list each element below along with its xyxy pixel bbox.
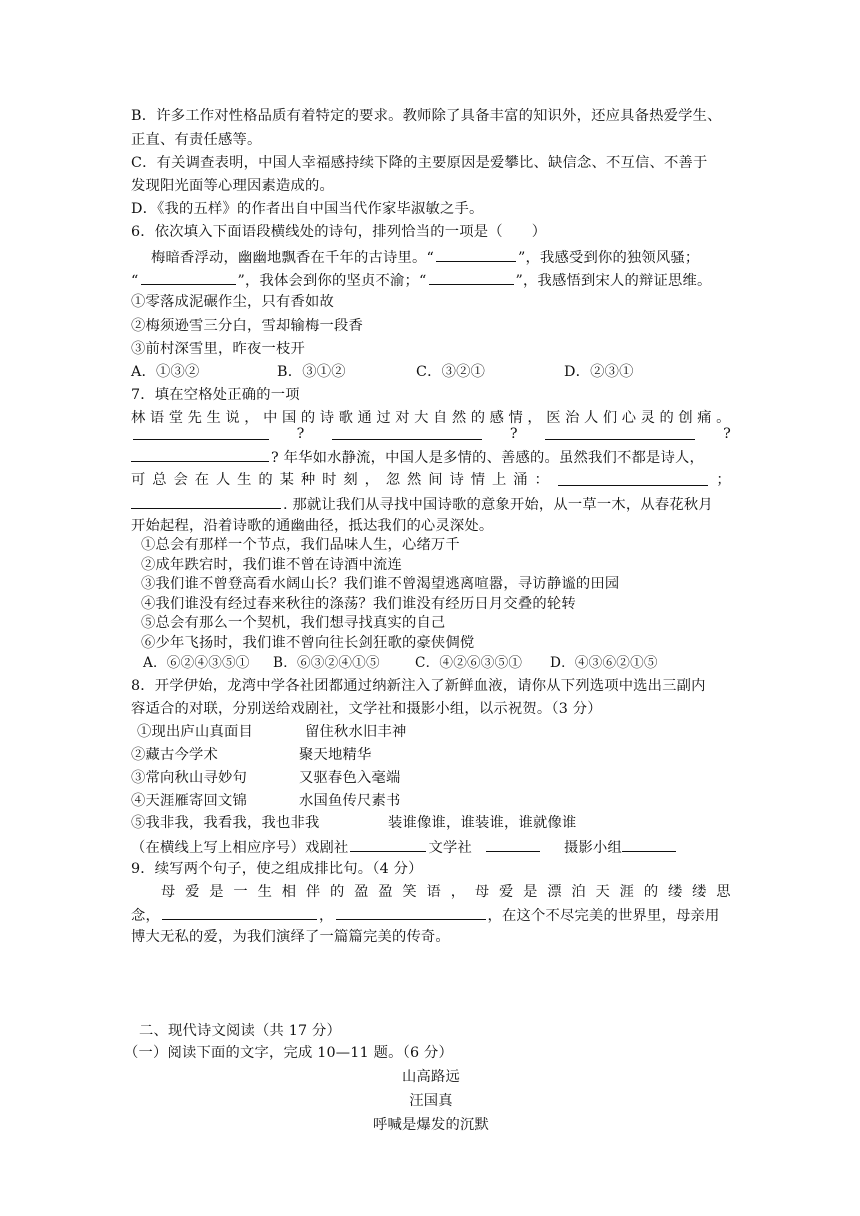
q7-option-a: A．⑥②④③⑤① — [143, 655, 250, 671]
q6-item-3: ③前村深雪里，昨夜一枝开 — [131, 341, 305, 357]
q9-char: 盈 — [378, 884, 393, 900]
q7-char: 通 — [357, 410, 372, 426]
q9-blank-1[interactable] — [162, 904, 317, 920]
q9-stem: 9．续写两个句子，使之组成排比句。（4 分） — [131, 861, 423, 877]
q8-blank-photo[interactable] — [622, 836, 676, 852]
q9-char: 盈 — [354, 884, 369, 900]
q5-option-c-line1: C．有关调查表明，中国人幸福感持续下降的主要原因是爱攀比、缺信念、不互信、不善于 — [131, 155, 708, 171]
q7-char: 林 — [131, 410, 146, 426]
poem-author: 汪国真 — [409, 1093, 453, 1109]
q7-char: 的 — [470, 410, 486, 426]
q7-blank-6 — [131, 493, 281, 509]
q7-char: 诗 — [449, 472, 465, 488]
q9-char: 缕 — [667, 884, 683, 900]
q6-option-b: B．③①② — [277, 364, 346, 380]
q9-passage-line1 — [131, 882, 731, 902]
q9-passage-text: 念， — [131, 908, 160, 924]
q7-option-b: B．⑥③②④①⑤ — [273, 655, 380, 671]
q6-options — [131, 362, 731, 382]
q7-char: 堂 — [168, 410, 184, 426]
q7-item-3: ③我们谁不曾登高看水阔山长？我们谁不曾渴望逃离喧嚣，寻访静谧的田园 — [141, 576, 620, 592]
q6-option-d: D．②③① — [564, 364, 634, 380]
q8-couplet-left: ④天涯雁寄回文锦 — [131, 793, 247, 809]
q7-char: 情 — [470, 472, 486, 488]
q7-item-2: ②成年跌宕时，我们谁不曾在诗酒中流连 — [141, 557, 402, 573]
q6-passage-line1 — [131, 246, 751, 268]
q8-answer-label: （在横线上写上相应序号）戏剧社 — [131, 840, 349, 856]
q9-passage-line3: 博大无私的爱，为我们演绎了一篇篇完美的传奇。 — [131, 929, 450, 945]
q7-char: 会 — [173, 472, 188, 488]
q9-char: 是 — [209, 884, 224, 900]
q9-char: 生 — [257, 884, 273, 900]
q7-char: 语 — [149, 410, 165, 426]
section2-title: 二、现代诗文阅读（共 17 分） — [139, 1023, 342, 1039]
q7-char: 。 — [716, 410, 731, 426]
q8-couplet-3 — [131, 768, 731, 788]
q7-item-5: ⑤总会有那么一个契机，我们想寻找真实的自己 — [141, 615, 446, 631]
q7-blank-5 — [558, 470, 708, 486]
q7-char: 医 — [546, 410, 561, 426]
q9-char: 涯 — [619, 884, 635, 900]
q7-char: 国 — [282, 410, 297, 426]
q7-char: 们 — [602, 410, 618, 426]
q7-item-4: ④我们谁没有经过春来秋往的涤荡？我们谁没有经历日月交叠的轮转 — [141, 596, 576, 612]
q9-char: ， — [450, 884, 466, 900]
q7-char: 歌 — [338, 410, 354, 426]
q7-char: 生 — [237, 472, 252, 488]
q6-passage-text: ”，我感受到你的独领风骚； — [517, 250, 700, 266]
q7-char: 治 — [565, 410, 580, 426]
q7-passage-line6: 开始起程，沿着诗歌的通幽曲径，抵达我们的心灵深处。 — [131, 518, 494, 534]
q7-semicolon: ； — [716, 472, 731, 488]
q7-char: 说 — [225, 410, 240, 426]
q8-answer-label: 文学社 — [428, 840, 472, 856]
q5-option-b-line2: 正直、有责任感等。 — [131, 132, 262, 148]
q7-char: 感 — [489, 410, 505, 426]
q8-couplet-2 — [131, 745, 731, 765]
q7-blank-4 — [131, 446, 269, 462]
q8-couplet-4 — [131, 791, 731, 811]
q9-passage-text: ， — [319, 908, 334, 924]
q8-couplet-left: ③常向秋山寻妙句 — [131, 770, 247, 786]
q7-char: 然 — [451, 410, 467, 426]
q9-char: 笑 — [402, 884, 417, 900]
q7-char: 诗 — [319, 410, 335, 426]
q7-char: 的 — [659, 410, 674, 426]
q7-char: 自 — [433, 410, 448, 426]
q7-char: 生 — [206, 410, 221, 426]
q7-question-mark: ? — [509, 426, 518, 442]
q9-char: 爱 — [498, 884, 514, 900]
q7-option-c: C．④②⑥③⑤① — [415, 655, 523, 671]
q6-item-2: ②梅须逊雪三分白，雪却输梅一段香 — [131, 318, 363, 334]
q7-char: ， — [527, 410, 542, 426]
q9-char: 的 — [643, 884, 659, 900]
q8-couplet-right: 聚天地精华 — [299, 747, 372, 763]
q9-char: 漂 — [547, 884, 562, 900]
q6-passage-line2 — [131, 269, 731, 291]
q9-passage-line2 — [131, 904, 731, 926]
q6-blank-3 — [429, 269, 514, 285]
q8-answer-line — [131, 836, 731, 858]
q9-char: 语 — [426, 884, 442, 900]
q7-blank-3 — [545, 424, 695, 440]
q9-blank-2[interactable] — [336, 904, 486, 920]
q7-blank-1 — [133, 424, 269, 440]
q7-char: 心 — [621, 410, 637, 426]
q9-char: 相 — [281, 884, 297, 900]
q7-char: 可 — [131, 472, 146, 488]
q9-char: 思 — [716, 884, 731, 900]
q7-char: 对 — [395, 410, 410, 426]
q6-passage-text: “ — [131, 273, 139, 289]
q7-char: 的 — [258, 472, 273, 488]
q8-couplet-right: 留住秋水旧丰神 — [305, 724, 407, 740]
q7-char: 灵 — [640, 410, 656, 426]
q6-blank-2 — [141, 269, 236, 285]
q5-option-d: D．《我的五样》的作者出自中国当代作家毕淑敏之手。 — [131, 201, 484, 217]
q8-couplet-right: 水国鱼传尺素书 — [299, 793, 401, 809]
q7-question-mark: ? — [296, 426, 305, 442]
q9-char: 母 — [161, 884, 176, 900]
q7-char: 创 — [678, 410, 693, 426]
q9-char: 天 — [595, 884, 611, 900]
q7-char: 情 — [508, 410, 523, 426]
q7-char: 人 — [215, 472, 231, 488]
q7-char: 的 — [300, 410, 316, 426]
q7-char: 种 — [300, 472, 316, 488]
q6-option-c: C．③②① — [416, 364, 486, 380]
q6-passage-text: ”，我体会到你的坚贞不渝；“ — [237, 273, 427, 289]
q9-char: 伴 — [305, 884, 321, 900]
q8-stem-line1: 8．开学伊始，龙湾中学各社团都通过纳新注入了新鲜血液，请你从下列选项中选出三副内 — [131, 678, 706, 694]
q7-passage-text: . 那就让我们从寻找中国诗歌的意象开始，从一草一木，从春花秋月 — [283, 497, 713, 513]
q7-char: ， — [244, 410, 259, 426]
q9-char: 缕 — [692, 884, 707, 900]
q6-blank-1 — [436, 246, 516, 262]
q7-options — [131, 653, 743, 673]
q7-char: 忽 — [385, 472, 401, 488]
q6-item-1: ①零落成泥碾作尘，只有香如故 — [131, 294, 334, 310]
q8-stem-line2: 容适合的对联，分别送给戏剧社，文学社和摄影小组，以示祝贺。（3 分） — [131, 701, 602, 717]
q7-char: 某 — [279, 472, 295, 488]
q7-passage-line4 — [131, 470, 731, 490]
q7-char: 过 — [376, 410, 391, 426]
q7-option-d: D．④③⑥②①⑤ — [550, 655, 658, 671]
q6-option-a: A．①③② — [131, 364, 200, 380]
q7-char: 先 — [187, 410, 203, 426]
q7-question-mark: ? — [723, 426, 731, 442]
q7-item-6: ⑥少年飞扬时，我们谁不曾向往长剑狂歌的豪侠倜傥 — [141, 635, 475, 651]
q7-char: 涌 — [513, 472, 528, 488]
q6-passage-text: 梅暗香浮动，幽幽地飘香在千年的古诗里。“ — [151, 250, 434, 266]
q7-passage-line2 — [131, 424, 731, 446]
q8-couplet-right: 装谁像谁，谁装谁，谁就像谁 — [388, 815, 577, 831]
q8-blank-literature[interactable] — [486, 836, 540, 852]
q9-char: 的 — [329, 884, 345, 900]
q5-option-c-line2: 发现阳光面等心理因素造成的。 — [131, 178, 334, 194]
q6-stem: 6．依次填入下面语段横线处的诗句，排列恰当的一项是（ ） — [131, 224, 547, 240]
q9-char: 泊 — [571, 884, 586, 900]
q7-char: 大 — [414, 410, 429, 426]
q7-char: 痛 — [697, 410, 712, 426]
q8-couplet-right: 又驱春色入毫端 — [299, 770, 401, 786]
q7-char: 中 — [263, 410, 278, 426]
q9-char: 爱 — [185, 884, 200, 900]
q7-char: 刻 — [343, 472, 358, 488]
q7-char: ： — [534, 472, 549, 488]
q7-passage-line5 — [131, 493, 731, 515]
q9-char: 一 — [233, 884, 248, 900]
q7-char: 时 — [322, 472, 337, 488]
q7-blank-2 — [332, 424, 482, 440]
section2-subtitle: （一）阅读下面的文字，完成 10—11 题。（6 分） — [124, 1045, 454, 1061]
q8-couplet-left: ②藏古今学术 — [131, 747, 218, 763]
q8-couplet-5 — [131, 813, 731, 833]
q7-passage-text: ? 年华如水静流，中国人是多情的、善感的。虽然我们不都是诗人， — [271, 450, 705, 466]
q8-couplet-left: ⑤我非我，我看我，我也非我 — [131, 815, 320, 831]
q7-item-1: ①总会有那样一个节点，我们品味人生，心绪万千 — [141, 537, 460, 553]
poem-line-1: 呼喊是爆发的沉默 — [373, 1117, 489, 1133]
q8-couplet-1 — [131, 722, 737, 742]
q9-passage-text: ，在这个不尽完美的世界里，母亲用 — [487, 908, 720, 924]
q7-char: ， — [364, 472, 380, 488]
q7-char: 人 — [584, 410, 599, 426]
q7-char: 总 — [152, 472, 167, 488]
q7-char: 在 — [194, 472, 210, 488]
q7-char: 间 — [428, 472, 443, 488]
q8-answer-label: 摄影小组 — [563, 840, 622, 856]
q7-passage-line3 — [131, 446, 731, 468]
q7-char: 上 — [491, 472, 507, 488]
q9-char: 母 — [474, 884, 490, 900]
poem-title: 山高路远 — [402, 1069, 460, 1085]
q8-couplet-left: ①现出庐山真面目 — [137, 724, 253, 740]
q6-passage-text: ”，我感悟到宋人的辩证思维。 — [515, 273, 712, 289]
q8-blank-drama[interactable] — [350, 836, 426, 852]
q7-char: 然 — [407, 472, 422, 488]
q7-stem: 7．填在空格处正确的一项 — [131, 387, 300, 403]
q5-option-b-line1: B．许多工作对性格品质有着特定的要求。教师除了具备丰富的知识外，还应具备热爱学生、 — [131, 108, 722, 124]
q9-char: 是 — [523, 884, 538, 900]
